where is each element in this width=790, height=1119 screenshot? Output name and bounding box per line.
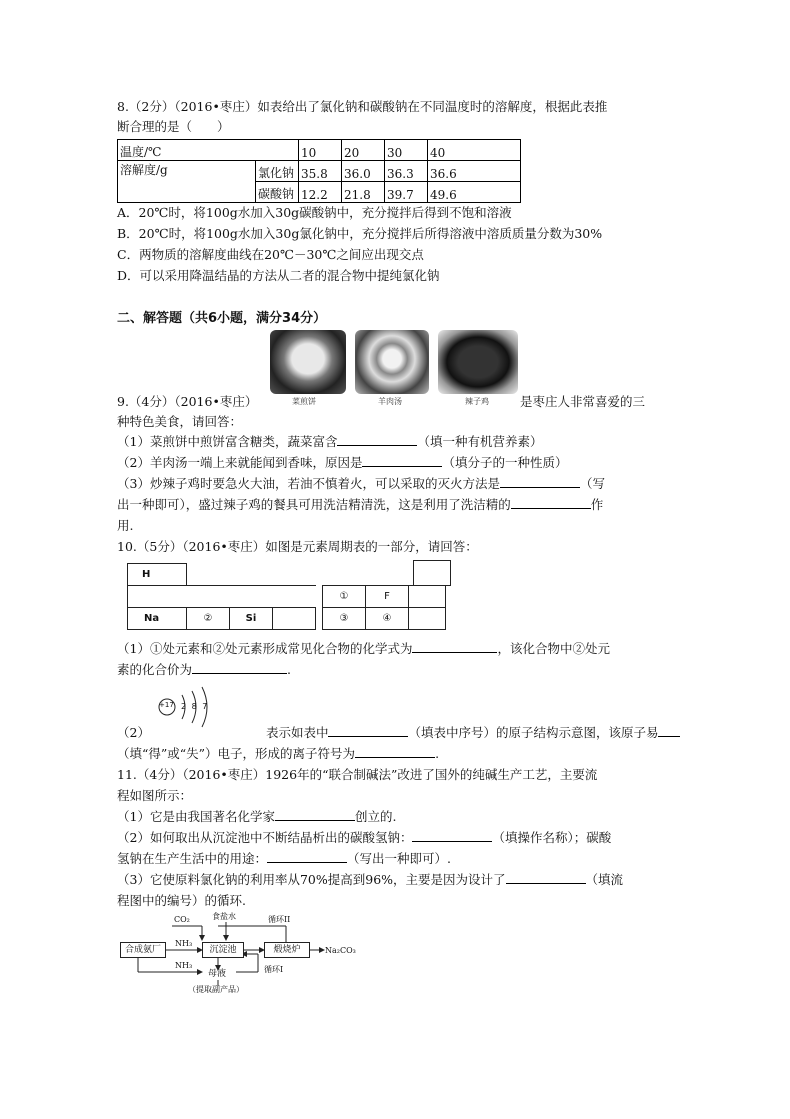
box-settling-tank: 沉淀池 <box>202 942 244 958</box>
answer-blank[interactable] <box>267 849 347 863</box>
value-cell: 12.2 <box>299 182 342 203</box>
element-1: ① <box>323 586 366 608</box>
element-f: F <box>366 586 409 608</box>
periodic-right-top <box>413 560 451 586</box>
q9-sub3 <box>117 474 605 494</box>
label-nh3-a: NH₃ <box>175 939 193 948</box>
element-h: H <box>128 564 187 586</box>
q8-stem-line2: 断合理的是（ ） <box>117 119 230 134</box>
q9-sub3-text-b: （写 <box>579 476 605 491</box>
answer-blank[interactable] <box>337 432 417 446</box>
q10-stem: 10.（5分）（2016•枣庄）如图是元素周期表的一部分，请回答： <box>117 539 478 554</box>
q11-stem-line2: 程如图所示： <box>117 788 193 803</box>
temp-cell: 20 <box>342 140 385 161</box>
label-cycle-1: 循环I <box>264 965 284 974</box>
empty-cell <box>414 561 451 586</box>
nucleus-charge: +17 <box>159 701 174 709</box>
label-byproduct: （提取副产品） <box>188 985 244 994</box>
q8-option-d: D．可以采用降温结晶的方法从二者的混合物中提纯氯化钠 <box>117 268 440 283</box>
solubility-table <box>117 139 521 203</box>
empty-cell <box>273 608 316 630</box>
q11-sub1-text-b: 创立的. <box>354 809 397 824</box>
substance-cell: 碳酸钠 <box>256 182 299 203</box>
element-2: ② <box>187 608 230 630</box>
q9-stem-b: 是枣庄人非常喜爱的三 <box>520 394 646 409</box>
q10-sub1-text-d: . <box>287 662 291 677</box>
value-cell: 49.6 <box>428 182 521 203</box>
value-cell: 36.3 <box>385 161 428 182</box>
q9-stem-a: 9.（4分）（2016•枣庄） <box>117 394 258 409</box>
q11-sub3-cont: 程图中的编号）的循环. <box>117 893 246 908</box>
answer-blank[interactable] <box>355 744 435 758</box>
food-photo-spicy-chicken <box>438 330 518 394</box>
box-synthesis-plant: 合成氨厂 <box>120 942 166 958</box>
q9-sub2-text-b: （填分子的一种性质） <box>442 455 568 470</box>
q10-sub2-text-c: （填表中序号）的原子结构示意图，该原子易 <box>408 725 659 740</box>
periodic-rows-2-3 <box>127 585 446 630</box>
q10-sub2-text-e: . <box>435 746 440 761</box>
q9-sub1-text-a: （1）菜煎饼中煎饼富含糖类，蔬菜富含 <box>117 434 338 449</box>
label-nh3-b: NH₃ <box>175 961 193 970</box>
element-3: ③ <box>323 608 366 630</box>
q9-sub3-cont <box>117 495 603 515</box>
gap-cell <box>316 608 323 630</box>
q11-sub2-cont <box>117 849 451 869</box>
q11-sub1-text-a: （1）它是由我国著名化学家 <box>117 809 275 824</box>
answer-blank[interactable] <box>412 828 492 842</box>
q10-sub2-text-b: 表示如表中 <box>265 725 329 740</box>
solubility-label-cell: 溶解度/g <box>118 161 256 203</box>
q10-sub1-text-a: （1）①处元素和②处元素形成常见化合物的化学式为 <box>117 641 413 656</box>
label-co2: CO₂ <box>174 915 190 924</box>
q8-option-a: A．20℃时，将100g水加入30g碳酸钠中，充分搅拌后得到不饱和溶液 <box>117 205 512 220</box>
q9-sub3-text-c: 出一种即可），盛过辣子鸡的餐具可用洗洁精清洗，这是利用了洗洁精的 <box>117 497 511 512</box>
empty-cell <box>409 608 446 630</box>
q11-sub2-text-a: （2）如何取出从沉淀池中不断结晶析出的碳酸氢钠： <box>117 830 413 845</box>
temp-cell: 10 <box>299 140 342 161</box>
label-salt-water: 食盐水 <box>212 912 236 921</box>
empty-cell <box>409 586 446 608</box>
label-product: Na₂CO₃ <box>325 946 356 955</box>
value-cell: 35.8 <box>299 161 342 182</box>
temp-label-cell: 温度/℃ <box>118 140 299 161</box>
empty-cell <box>128 586 316 608</box>
q9-sub1 <box>117 432 542 452</box>
q9-sub3-text-d: 作 <box>590 497 604 512</box>
answer-blank[interactable] <box>412 639 497 653</box>
answer-blank[interactable] <box>362 453 442 467</box>
food-photo-pancake <box>270 330 346 394</box>
q10-sub1-cont <box>117 660 291 680</box>
substance-cell: 氯化钠 <box>256 161 299 182</box>
shell-electrons: 2 8 7 <box>181 702 208 711</box>
answer-blank[interactable] <box>658 723 680 737</box>
value-cell: 36.6 <box>428 161 521 182</box>
answer-blank[interactable] <box>328 723 408 737</box>
q9-sub2 <box>117 453 567 473</box>
label-mother-liquor: 母液 <box>208 969 227 979</box>
caption-mutton-soup: 羊肉汤 <box>378 397 402 406</box>
q11-sub1 <box>117 807 396 827</box>
element-4: ④ <box>366 608 409 630</box>
q10-sub1 <box>117 639 610 659</box>
q10-sub1-text-c: 素的化合价为 <box>117 662 193 677</box>
q11-sub2-text-c: 氢钠在生产生活中的用途： <box>117 851 268 866</box>
process-flow-chart <box>118 910 358 1000</box>
caption-spicy-chicken: 辣子鸡 <box>465 397 489 406</box>
q11-sub2-text-b: （填操作名称）；碳酸 <box>492 830 612 845</box>
gap-cell <box>316 586 323 608</box>
q9-sub2-text-a: （2）羊肉汤一端上来就能闻到香味，原因是 <box>117 455 363 470</box>
q8-stem-line1: 8.（2分）（2016•枣庄）如表给出了氯化钠和碳酸钠在不同温度时的溶解度，根据此表推 <box>117 99 608 114</box>
section-heading: 二、解答题（共6小题，满分34分） <box>117 311 327 326</box>
q10-sub1-text-b: ，该化合物中②处元 <box>497 641 610 656</box>
q9-sub3-end: 用. <box>117 518 134 533</box>
q11-sub2 <box>117 828 611 848</box>
food-photo-mutton-soup <box>355 330 429 394</box>
answer-blank[interactable] <box>275 807 355 821</box>
q11-stem-line1: 11.（4分）（2016•枣庄）1926年的“联合制碱法”改进了国外的纯碱生产工艺，主要流 <box>117 767 598 782</box>
q10-sub2-text-d: （填“得”或“失”）电子，形成的离子符号为 <box>117 746 356 761</box>
answer-blank[interactable] <box>511 495 591 509</box>
caption-pancake: 菜煎饼 <box>292 397 316 406</box>
q11-sub3-text-a: （3）它使原料氯化钠的利用率从70%提高到96%，主要是因为设计了 <box>117 872 506 887</box>
box-furnace: 煅烧炉 <box>264 942 310 958</box>
q10-sub2 <box>117 723 680 743</box>
element-na: Na <box>128 608 187 630</box>
answer-blank[interactable] <box>500 474 580 488</box>
value-cell: 21.8 <box>342 182 385 203</box>
temp-cell: 40 <box>428 140 521 161</box>
q11-sub3-text-b: （填流 <box>585 872 624 887</box>
q8-option-c: C．两物质的溶解度曲线在20℃－30℃之间应出现交点 <box>117 247 424 262</box>
q9-sub3-text-a: （3）炒辣子鸡时要急火大油，若油不慎着火，可以采取的灭火方法是 <box>117 476 500 491</box>
periodic-row-1 <box>127 563 187 586</box>
q10-sub2-cont <box>117 744 439 764</box>
temp-cell: 30 <box>385 140 428 161</box>
element-si: Si <box>230 608 273 630</box>
label-cycle-2: 循环II <box>268 915 291 924</box>
answer-blank[interactable] <box>192 660 287 674</box>
q11-sub3 <box>117 870 623 890</box>
q8-option-b: B．20℃时，将100g水加入30g氯化钠中，充分搅拌后所得溶液中溶质质量分数为30% <box>117 226 603 241</box>
q9-stem-line2: 种特色美食，请回答： <box>117 414 243 429</box>
value-cell: 36.0 <box>342 161 385 182</box>
value-cell: 39.7 <box>385 182 428 203</box>
q11-sub2-text-d: （写出一种即可）. <box>347 851 451 866</box>
answer-blank[interactable] <box>506 870 586 884</box>
q9-sub1-text-b: （填一种有机营养素） <box>417 434 543 449</box>
q10-sub2-text-a: （2） <box>117 725 150 740</box>
